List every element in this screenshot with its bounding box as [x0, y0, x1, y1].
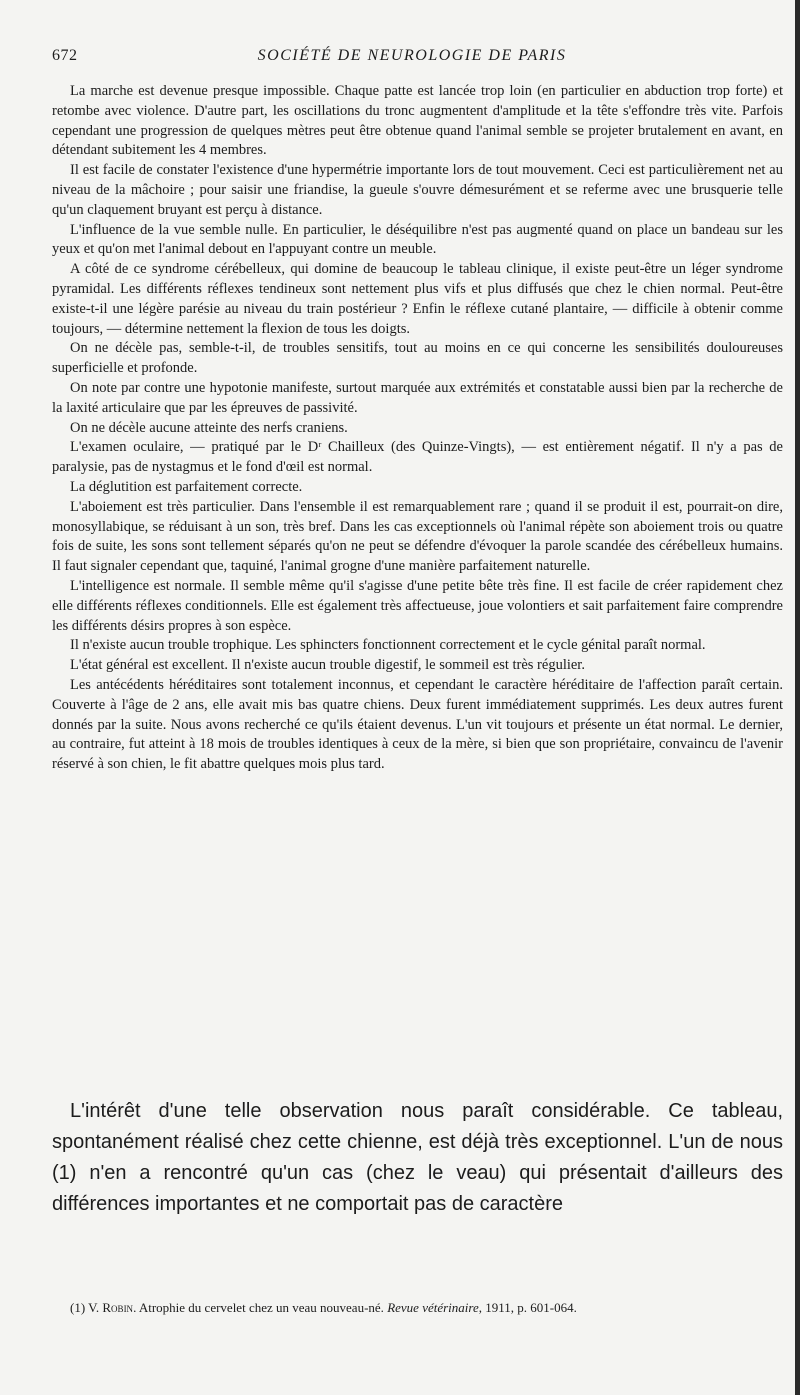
emphasis-section	[52, 1096, 783, 1220]
paragraph: L'état général est excellent. Il n'existe aucun trouble digestif, le sommeil est très régulier.	[70, 657, 585, 674]
footnote-entry	[52, 1299, 783, 1317]
body-text	[52, 82, 783, 775]
footnote-marker: (1) V.	[70, 1300, 100, 1315]
paragraph: L'aboiement est très particulier. Dans l'ensemble il est remarquablement rare ; quand il se produit il est, pourrait-on dire, monosyllabique, se réduisant à un son, très bref. Dans les cas exceptionnels où l'animal répète son aboiement trois ou quatre fois de suite, les sons sont tellement séparés qu'on ne peut se défendre d'évoquer la parole scandée des cérébelleux humains. Il faut signaler cependant que, taquiné, l'animal grogne d'une manière parfaitement naturelle.	[52, 498, 783, 575]
page-edge-shadow	[795, 0, 800, 1395]
footnote-author: Robin	[102, 1300, 134, 1315]
paragraph: Les antécédents héréditaires sont totalement inconnus, et cependant le caractère héréditaire de l'affection paraît certain. Couverte à l'âge de 2 ans, elle avait mis bas quatre chiens. Deux furent immédiatement supprimés. Les deux autres furent donnés par la suite. Nous avons recherché ce qu'ils étaient devenus. L'un vit toujours et présente un état normal. Le dernier, au contraire, fut atteint à 18 mois de troubles identiques à ceux de la mère, si bien que son propriétaire, convaincu de l'avenir réservé à son chien, le fit abattre quelques mois plus tard.	[52, 676, 783, 773]
footnote-citation: , 1911, p. 601-064.	[478, 1300, 577, 1315]
paragraph: La déglutition est parfaitement correcte.	[70, 478, 303, 495]
emphasis-paragraph: L'intérêt d'une telle observation nous paraît considérable. Ce tableau, spontanément réalisé chez cette chienne, est déjà très exceptionnel. L'un de nous (1) n'en a rencontré qu'un cas (chez le veau) qui présentait d'ailleurs des différences importantes et ne comportait pas de caractère	[52, 1100, 783, 1215]
paragraph: On ne décèle pas, semble-t-il, de troubles sensitifs, tout au moins en ce qui concerne les sensibilités douloureuses superficielle et profonde.	[52, 340, 783, 377]
paragraph: Il est facile de constater l'existence d'une hypermétrie importante lors de tout mouvement. Ceci est particulièrement net au niveau de la mâchoire ; pour saisir une friandise, la gueule s'ouvre démesurément et se referme avec une brusquerie telle qu'un claquement bruyant est perçu à distance.	[52, 162, 783, 218]
paragraph: Il n'existe aucun trouble trophique. Les sphincters fonctionnent correctement et le cycle génital paraît normal.	[70, 637, 706, 654]
footnote-journal: Revue vétérinaire	[387, 1300, 479, 1315]
footnote	[52, 1299, 783, 1317]
page-header	[52, 47, 772, 73]
paragraph: L'examen oculaire, — pratiqué par le Dʳ Chailleux (des Quinze-Vingts), — est entièrement négatif. Il n'y a pas de paralysie, pas de nystagmus et le fond d'œil est normal.	[52, 439, 783, 476]
paragraph: A côté de ce syndrome cérébelleux, qui domine de beaucoup le tableau clinique, il existe peut-être un léger syndrome pyramidal. Les différents réflexes tendineux sont nettement plus vifs et plus diffusés que chez le chien normal. Peut-être existe-t-il une légère parésie au niveau du train postérieur ? Enfin le réflexe cutané plantaire, — difficile à obtenir comme toujours, — détermine nettement la flexion de tous les doigts.	[52, 261, 783, 337]
running-head: SOCIÉTÉ DE NEUROLOGIE DE PARIS	[257, 47, 567, 64]
paragraph: On note par contre une hypotonie manifeste, surtout marquée aux extrémités et constatable aussi bien par la recherche de la laxité articulaire que par les épreuves de passivité.	[52, 379, 783, 416]
paragraph: L'influence de la vue semble nulle. En particulier, le déséquilibre n'est pas augmenté quand on place un bandeau sur les yeux et qu'on met l'animal debout en l'appuyant contre un meuble.	[52, 221, 783, 258]
paragraph: La marche est devenue presque impossible. Chaque patte est lancée trop loin (en particulier en abduction trop forte) et retombe avec violence. D'autre part, les oscillations du tronc augmentent d'amplitude et la tête s'effondre très vite. Parfois cependant une progression de quelques mètres peut être obtenue quand l'animal semble se projeter brutalement en avant, en détendant subitement les 4 membres.	[52, 83, 783, 159]
paragraph: On ne décèle aucune atteinte des nerfs craniens.	[70, 419, 348, 436]
page-number: 672	[52, 47, 78, 64]
footnote-text: . Atrophie du cervelet chez un veau nouveau-né.	[133, 1300, 384, 1315]
paragraph: L'intelligence est normale. Il semble même qu'il s'agisse d'une petite bête très fine. Il est facile de créer rapidement chez elle différents réflexes conditionnels. Elle est également très affectueuse, joue volontiers et sait parfaitement faire comprendre les différents désirs propres à son espèce.	[52, 577, 783, 634]
